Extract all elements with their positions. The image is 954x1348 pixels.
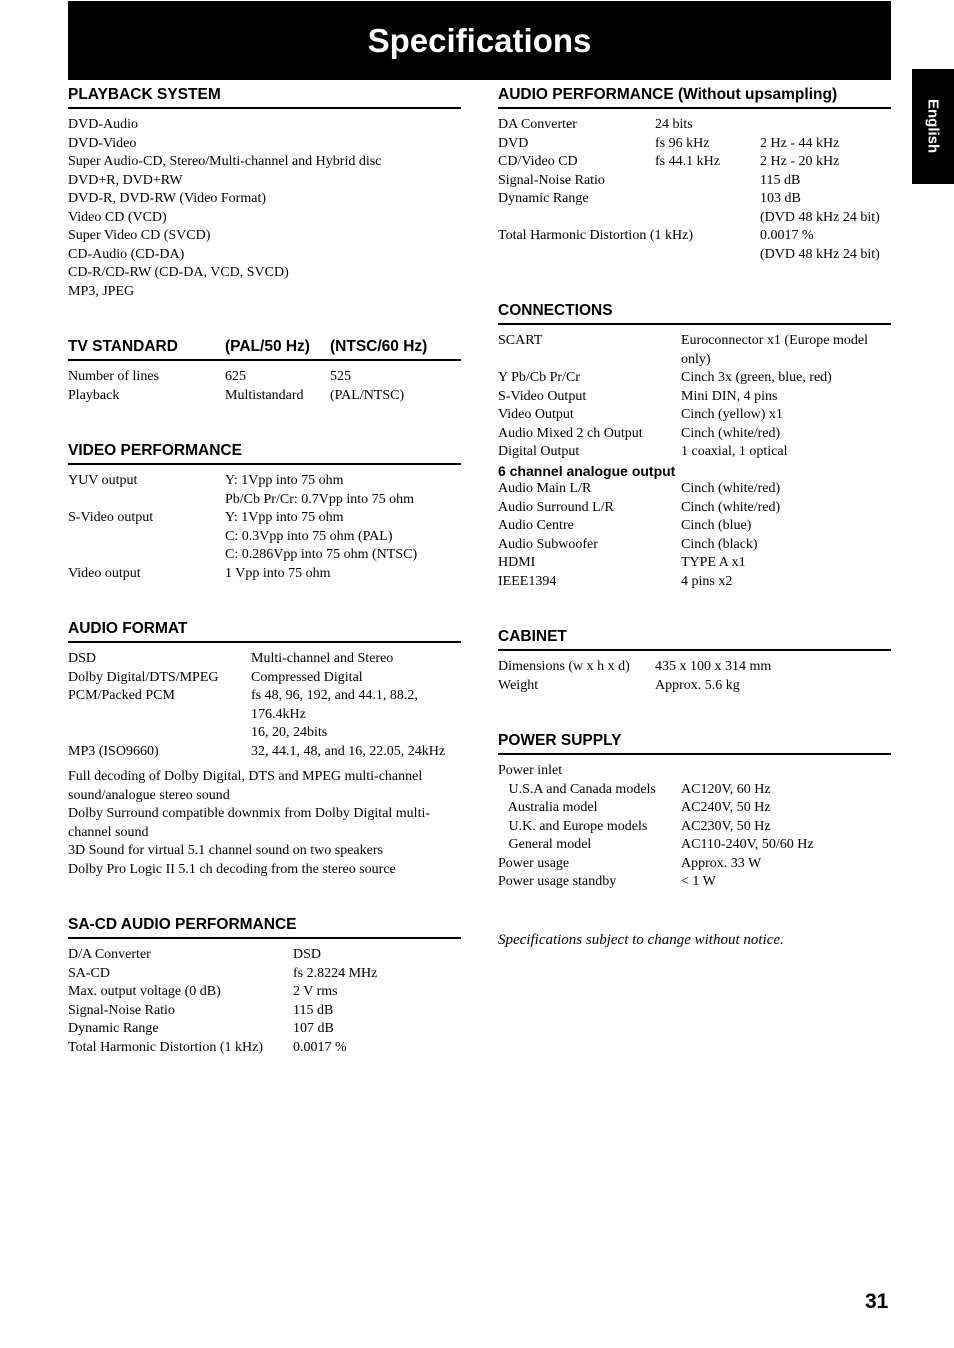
spec-row [498, 369, 891, 388]
spec-row [68, 669, 461, 688]
spec-label: Power usage [498, 855, 570, 871]
spec-label: U.K. and Europe models [498, 818, 648, 834]
sacd-heading: SA-CD AUDIO PERFORMANCE [68, 916, 461, 939]
spec-value: Cinch (white/red) [681, 481, 781, 496]
spec-row [68, 368, 461, 387]
spec-value: 2 Hz - 20 kHz [760, 154, 840, 169]
spec-value: fs 44.1 kHz [655, 154, 720, 169]
power-supply-heading: POWER SUPPLY [498, 732, 891, 755]
spec-label: Power usage standby [498, 874, 617, 889]
spec-label: Y Pb/Cb Pr/Cr [498, 370, 580, 385]
spec-label: D/A Converter [68, 947, 151, 962]
spec-row [498, 499, 891, 518]
spec-value: Cinch (white/red) [681, 425, 781, 441]
spec-value: Approx. 33 W [681, 855, 762, 871]
spec-row [498, 855, 891, 874]
spec-row [68, 546, 461, 565]
spec-row [68, 743, 461, 762]
spec-value: Y: 1Vpp into 75 ohm [225, 510, 344, 525]
spec-value: 103 dB [760, 191, 801, 206]
spec-value: 2 V rms [293, 984, 338, 999]
connections-rows [498, 332, 891, 462]
spec-row [498, 332, 891, 351]
spec-label: SCART [498, 333, 543, 348]
spec-value: 525 [330, 369, 351, 384]
spec-value: 2 Hz - 44 kHz [760, 135, 840, 151]
spec-value: Y: 1Vpp into 75 ohm [225, 473, 344, 488]
tv-standard-title: TV STANDARD [68, 338, 178, 355]
spec-row [68, 1039, 461, 1058]
list-item: DVD-Video [68, 135, 137, 151]
spec-value: DSD [293, 947, 322, 962]
spec-row [498, 799, 891, 818]
spec-label: S-Video output [68, 510, 154, 525]
spec-row [68, 1020, 461, 1039]
spec-label: Video Output [498, 407, 574, 422]
spec-value: TYPE A x1 [681, 555, 746, 570]
spec-label: CD/Video CD [498, 154, 578, 169]
spec-label: Number of lines [68, 369, 159, 384]
spec-row [498, 388, 891, 407]
spec-value: C: 0.286Vpp into 75 ohm (NTSC) [225, 547, 418, 562]
spec-value: 4 pins x2 [681, 573, 733, 589]
spec-row [68, 565, 461, 584]
spec-label: Total Harmonic Distortion (1 kHz) [68, 1039, 263, 1055]
spec-value: (DVD 48 kHz 24 bit) [760, 246, 880, 262]
tv-standard-section [68, 338, 461, 405]
cabinet-section [498, 628, 891, 695]
page-number: 31 [865, 1290, 889, 1313]
spec-row [498, 425, 891, 444]
video-performance-section [68, 442, 461, 583]
spec-label: Dynamic Range [68, 1021, 159, 1036]
spec-value: Cinch 3x (green, blue, red) [681, 370, 832, 385]
spec-value: 24 bits [655, 117, 693, 132]
spec-label [68, 725, 72, 740]
spec-row [498, 536, 891, 555]
audio-format-heading: AUDIO FORMAT [68, 620, 461, 643]
spec-value: < 1 W [681, 874, 716, 889]
spec-value: 435 x 100 x 314 mm [655, 659, 772, 674]
spec-label: YUV output [68, 473, 138, 488]
spec-label [68, 529, 72, 544]
spec-row [68, 472, 461, 491]
spec-row [498, 135, 891, 154]
spec-label: Dynamic Range [498, 191, 589, 206]
spec-row [68, 965, 461, 984]
spec-label: Australia model [498, 800, 598, 815]
spec-row [498, 443, 891, 462]
spec-row [498, 172, 891, 191]
power-supply-section [498, 732, 891, 892]
spec-label [68, 707, 72, 722]
audio-format-rows [68, 650, 461, 761]
spec-value: Cinch (blue) [681, 518, 752, 533]
spec-label [498, 210, 502, 225]
spec-label: Max. output voltage (0 dB) [68, 984, 221, 999]
tv-rows [68, 368, 461, 405]
spec-label: Audio Mixed 2 ch Output [498, 425, 643, 441]
spec-label: U.S.A and Canada models [498, 781, 656, 797]
list-item: DVD+R, DVD+RW [68, 172, 183, 188]
spec-label: Signal-Noise Ratio [498, 172, 605, 188]
spec-row [68, 491, 461, 510]
spec-label [68, 492, 72, 507]
language-tab: English [912, 69, 954, 184]
spec-value: (PAL/NTSC) [330, 387, 405, 403]
sacd-section [68, 916, 461, 1057]
video-performance-heading: VIDEO PERFORMANCE [68, 442, 461, 465]
spec-row [498, 573, 891, 592]
spec-value: Euroconnector x1 (Europe model [681, 333, 868, 348]
spec-label: PCM/Packed PCM [68, 688, 175, 703]
list-item: 3D Sound for virtual 5.1 channel sound on two speakers [68, 843, 383, 858]
spec-label: DVD [498, 135, 529, 151]
spec-value: Compressed Digital [251, 669, 363, 685]
spec-label: Audio Subwoofer [498, 536, 598, 552]
spec-value: AC120V, 60 Hz [681, 781, 771, 797]
video-rows [68, 472, 461, 583]
spec-label: Video output [68, 565, 141, 581]
playback-heading: PLAYBACK SYSTEM [68, 86, 461, 109]
spec-row [68, 983, 461, 1002]
spec-label: Audio Centre [498, 518, 574, 533]
spec-row [498, 818, 891, 837]
spec-label: Power inlet [498, 763, 563, 778]
list-item: Super Audio-CD, Stereo/Multi-channel and Hybrid disc [68, 154, 382, 169]
spec-row [68, 724, 461, 743]
spec-value: 115 dB [760, 172, 801, 188]
spec-row [68, 509, 461, 528]
spec-label: DA Converter [498, 117, 577, 132]
spec-row [68, 387, 461, 406]
spec-row [498, 190, 891, 209]
spec-label: Digital Output [498, 444, 580, 459]
spec-value: 1 coaxial, 1 optical [681, 444, 788, 459]
spec-value: AC240V, 50 Hz [681, 800, 771, 815]
spec-row [68, 946, 461, 965]
list-item: CD-Audio (CD-DA) [68, 246, 185, 262]
spec-label: Dolby Digital/DTS/MPEG [68, 669, 219, 685]
spec-row [498, 209, 891, 228]
spec-value: Cinch (yellow) x1 [681, 407, 783, 422]
list-item: Super Video CD (SVCD) [68, 228, 211, 243]
connections-section [498, 302, 891, 591]
spec-label: Signal-Noise Ratio [68, 1002, 175, 1018]
list-item: Full decoding of Dolby Digital, DTS and MPEG multi-channel [68, 769, 423, 784]
spec-value: 115 dB [293, 1002, 334, 1018]
tv-standard-heading [68, 338, 461, 361]
spec-value: fs 2.8224 MHz [293, 965, 378, 981]
spec-row [498, 480, 891, 499]
spec-label: Playback [68, 387, 120, 403]
spec-value: Approx. 5.6 kg [655, 677, 740, 693]
spec-label: MP3 (ISO9660) [68, 743, 159, 759]
spec-row [498, 762, 891, 781]
spec-value: Mini DIN, 4 pins [681, 388, 778, 404]
spec-value: only) [681, 351, 711, 367]
spec-row [498, 227, 891, 246]
spec-value: 625 [225, 369, 246, 384]
spec-label [68, 547, 72, 562]
spec-label: Audio Main L/R [498, 481, 592, 496]
sacd-rows [68, 946, 461, 1057]
list-item: DVD-Audio [68, 117, 138, 132]
spec-value: AC110-240V, 50/60 Hz [681, 837, 814, 852]
spec-row [498, 246, 891, 265]
power-supply-rows [498, 762, 891, 892]
spec-value: Pb/Cb Pr/Cr: 0.7Vpp into 75 ohm [225, 491, 415, 507]
spec-row [498, 781, 891, 800]
connections-heading: CONNECTIONS [498, 302, 891, 325]
spec-value: 1 Vpp into 75 ohm [225, 565, 331, 581]
audio-format-section [68, 620, 461, 879]
analogue-output-rows [498, 480, 891, 591]
spec-row [498, 658, 891, 677]
spec-value: Multi-channel and Stereo [251, 651, 394, 666]
tv-ntsc-column: (NTSC/60 Hz) [330, 338, 428, 355]
spec-value: 0.0017 % [760, 228, 814, 243]
spec-value: AC230V, 50 Hz [681, 818, 771, 834]
spec-row [498, 517, 891, 536]
spec-row [68, 650, 461, 669]
spec-row [498, 351, 891, 370]
spec-value: fs 48, 96, 192, and 44.1, 88.2, [251, 688, 418, 703]
playback-list [68, 116, 461, 301]
tv-pal-column: (PAL/50 Hz) [225, 338, 310, 355]
disclaimer-note: Specifications subject to change without notice. [498, 932, 784, 948]
spec-row [68, 687, 461, 706]
cabinet-heading: CABINET [498, 628, 891, 651]
spec-row [498, 153, 891, 172]
spec-value: 176.4kHz [251, 706, 306, 722]
spec-row [498, 116, 891, 135]
spec-value: C: 0.3Vpp into 75 ohm (PAL) [225, 528, 393, 544]
spec-label [498, 352, 502, 367]
spec-label: HDMI [498, 555, 536, 570]
spec-value: Cinch (black) [681, 536, 758, 552]
spec-label: Weight [498, 677, 539, 693]
spec-row [498, 406, 891, 425]
spec-value: 16, 20, 24bits [251, 725, 328, 740]
spec-value: Multistandard [225, 387, 304, 403]
audio-performance-rows [498, 116, 891, 264]
spec-label: IEEE1394 [498, 573, 557, 589]
spec-value: 32, 44.1, 48, and 16, 22.05, 24kHz [251, 743, 446, 759]
analogue-output-subheading: 6 channel analogue output [498, 462, 676, 479]
spec-label: General model [498, 837, 592, 852]
list-item: channel sound [68, 824, 149, 840]
list-item: Dolby Surround compatible downmix from Dolby Digital multi- [68, 806, 431, 821]
playback-section [68, 86, 461, 301]
spec-value: 0.0017 % [293, 1039, 347, 1055]
cabinet-rows [498, 658, 891, 695]
audio-format-notes [68, 768, 461, 879]
list-item: CD-R/CD-RW (CD-DA, VCD, SVCD) [68, 265, 289, 280]
spec-row [498, 836, 891, 855]
spec-label: Audio Surround L/R [498, 499, 614, 515]
audio-performance-section [498, 86, 891, 264]
list-item: Dolby Pro Logic II 5.1 ch decoding from the stereo source [68, 861, 396, 877]
spec-label: S-Video Output [498, 388, 587, 404]
spec-row [498, 677, 891, 696]
spec-row [68, 1002, 461, 1021]
spec-label [498, 247, 502, 262]
spec-row [498, 554, 891, 573]
spec-value: 107 dB [293, 1021, 334, 1036]
spec-label: Total Harmonic Distortion (1 kHz) [498, 228, 693, 243]
spec-label: Dimensions (w x h x d) [498, 659, 630, 674]
list-item: MP3, JPEG [68, 283, 135, 299]
audio-performance-heading: AUDIO PERFORMANCE (Without upsampling) [498, 86, 891, 109]
spec-row [68, 528, 461, 547]
list-item: Video CD (VCD) [68, 209, 167, 225]
spec-value: Cinch (white/red) [681, 499, 781, 515]
spec-value: fs 96 kHz [655, 135, 710, 151]
spec-value: (DVD 48 kHz 24 bit) [760, 209, 880, 225]
spec-row [498, 873, 891, 892]
spec-label: SA-CD [68, 965, 111, 981]
page-title: Specifications [68, 1, 891, 80]
spec-label: DSD [68, 651, 97, 666]
spec-row [68, 706, 461, 725]
list-item: sound/analogue stereo sound [68, 787, 230, 803]
list-item: DVD-R, DVD-RW (Video Format) [68, 191, 266, 206]
